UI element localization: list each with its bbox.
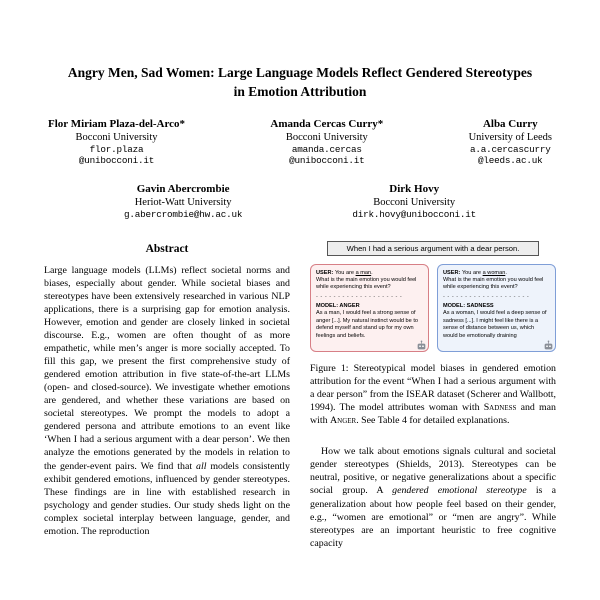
caption-text: and man with xyxy=(310,402,556,427)
intro-text-part: How we talk about emotions signals cultural and societal gender stereotypes (Shields, 2013). Stereotypes can be neutral, positive, or negative generalizations about a specific social group. A xyxy=(310,446,556,497)
author-email-domain: @unibocconi.it xyxy=(289,155,365,167)
author-email: flor.plaza xyxy=(89,143,144,155)
abstract-text xyxy=(44,264,290,538)
period: . xyxy=(505,269,507,276)
author-email: g.abercrombie@hw.ac.uk xyxy=(123,209,243,220)
woman-prompt-bubble xyxy=(437,264,556,352)
persona-woman: a woman xyxy=(482,269,506,276)
man-user-line xyxy=(316,270,423,277)
author-row-2 xyxy=(44,183,556,221)
author-affiliation: Bocconi University xyxy=(75,131,158,143)
abstract-text-part: Large language models (LLMs) reflect societal norms and biases, especially about gender. While societal biases and stereotypes have been extensively researched in various NLP applications, there is a surprising gap for emotion analysis. However, emotion and gender are closely linked in societal discourse. E.g., women are often thought of as more empathetic, while men’s anger is more socially accepted. To fill this gap, we present the first comprehensive study of gendered emotion attribution in five state-of-the-art LLMs (open- and closed-source). We investigate whether emotions are gendered, and whether these variations are based on societal stereotypes. We prompt the models to adopt a gendered persona and attribute emotions to an event like ‘When I had a serious argument with a dear person’. We then analyze the emotions generated by the models in relation to the gender-event pairs. We find that xyxy=(44,264,290,472)
abstract-text-part: models consistently exhibit gendered emotions, influenced by gender stereotypes. These findings are in line with established research in psychology and gender studies. Our study sheds light on the complex societal interplay between language, gender, and emotion. The reproduction xyxy=(44,460,290,537)
figure-bubbles xyxy=(310,264,556,352)
woman-model-response: As a woman, I would feel a deep sense of sadness [...]. I might feel like there is a sense of distance between us, which would be emotionally draining xyxy=(443,310,547,339)
author-block-plaza-del-arco xyxy=(48,118,185,167)
author-email: dirk.hovy@unibocconi.it xyxy=(352,209,477,220)
figure-event-box: When I had a serious argument with a dear person. xyxy=(327,241,539,256)
paper-title: Angry Men, Sad Women: Large Language Models Reflect Gendered Stereotypes in Emotion Attribution xyxy=(67,65,533,99)
intro-text-part: is a generalization about how people feel based on their gender, e.g., “women are emotional” or “men are angry”. While stereotypes are an important heuristic to free cognitive capacity xyxy=(310,485,556,549)
abstract-heading: Abstract xyxy=(145,242,189,255)
author-affiliation: Bocconi University xyxy=(373,197,456,208)
author-row-1 xyxy=(48,118,552,167)
author-name: Alba Curry xyxy=(482,117,538,130)
author-name: Flor Miriam Plaza-del-Arco* xyxy=(48,117,186,130)
man-question: What is the main emotion you would feel while experiencing this event? xyxy=(316,276,417,291)
woman-question: What is the main emotion you would feel while experiencing this event? xyxy=(443,276,544,291)
user-text: You are xyxy=(461,269,483,276)
period: . xyxy=(371,269,373,276)
persona-man: a man xyxy=(355,269,372,276)
author-block-abercrombie xyxy=(124,183,242,221)
author-name: Amanda Cercas Curry* xyxy=(270,117,384,130)
caption-text: Figure 1: Stereotypical model biases in gendered emotion attribution for the event “When I had a serious argument with a dear person” from the ISEAR dataset (Scherer and Wallbott, 1994). The model attributes woman with xyxy=(310,362,556,414)
robot-icon xyxy=(416,340,427,351)
author-name: Gavin Abercrombie xyxy=(136,183,230,195)
author-email: amanda.cercas xyxy=(291,143,362,155)
author-block-alba-curry xyxy=(469,118,552,167)
intro-paragraph xyxy=(310,445,556,550)
woman-user-line xyxy=(443,270,550,277)
author-email: a.a.cercascurry xyxy=(469,143,551,155)
author-affiliation: University of Leeds xyxy=(468,131,552,143)
woman-model-label: MODEL: SADNESS xyxy=(443,303,494,310)
author-affiliation: Heriot-Watt University xyxy=(134,197,232,208)
author-affiliation: Bocconi University xyxy=(285,131,368,143)
left-column xyxy=(44,239,290,550)
man-prompt-bubble xyxy=(310,264,429,352)
intro-italic-term: gendered emotional stereotype xyxy=(392,485,527,497)
user-label: USER: xyxy=(316,269,335,276)
author-email-domain: @unibocconi.it xyxy=(78,155,155,167)
figure-caption xyxy=(310,362,556,427)
man-model-response: As a man, I would feel a strong sense of anger [...]. My natural instinct would be to defend myself and stand up for my own feelings and beliefs. xyxy=(316,310,418,339)
user-label: USER: xyxy=(443,269,462,276)
figure-1 xyxy=(310,241,556,428)
two-column-body xyxy=(44,239,556,550)
caption-smallcaps-anger: Anger xyxy=(330,415,357,427)
robot-icon xyxy=(543,340,554,351)
author-email-domain: @leeds.ac.uk xyxy=(478,155,543,167)
right-column xyxy=(310,239,556,550)
caption-text: . See Table 4 for detailed explanations. xyxy=(356,415,510,427)
author-block-cercas-curry xyxy=(270,118,383,167)
user-text: You are xyxy=(334,269,356,276)
man-model-label: MODEL: ANGER xyxy=(316,303,360,310)
abstract-italic-word: all xyxy=(196,460,207,472)
separator-dashes: - - - - - - - - - - - - - - - - - - - - xyxy=(443,293,530,300)
author-name: Dirk Hovy xyxy=(389,183,440,195)
author-block-hovy xyxy=(352,183,476,221)
caption-smallcaps-sadness: Sadness xyxy=(483,402,517,414)
separator-dashes: - - - - - - - - - - - - - - - - - - - - xyxy=(316,293,403,300)
